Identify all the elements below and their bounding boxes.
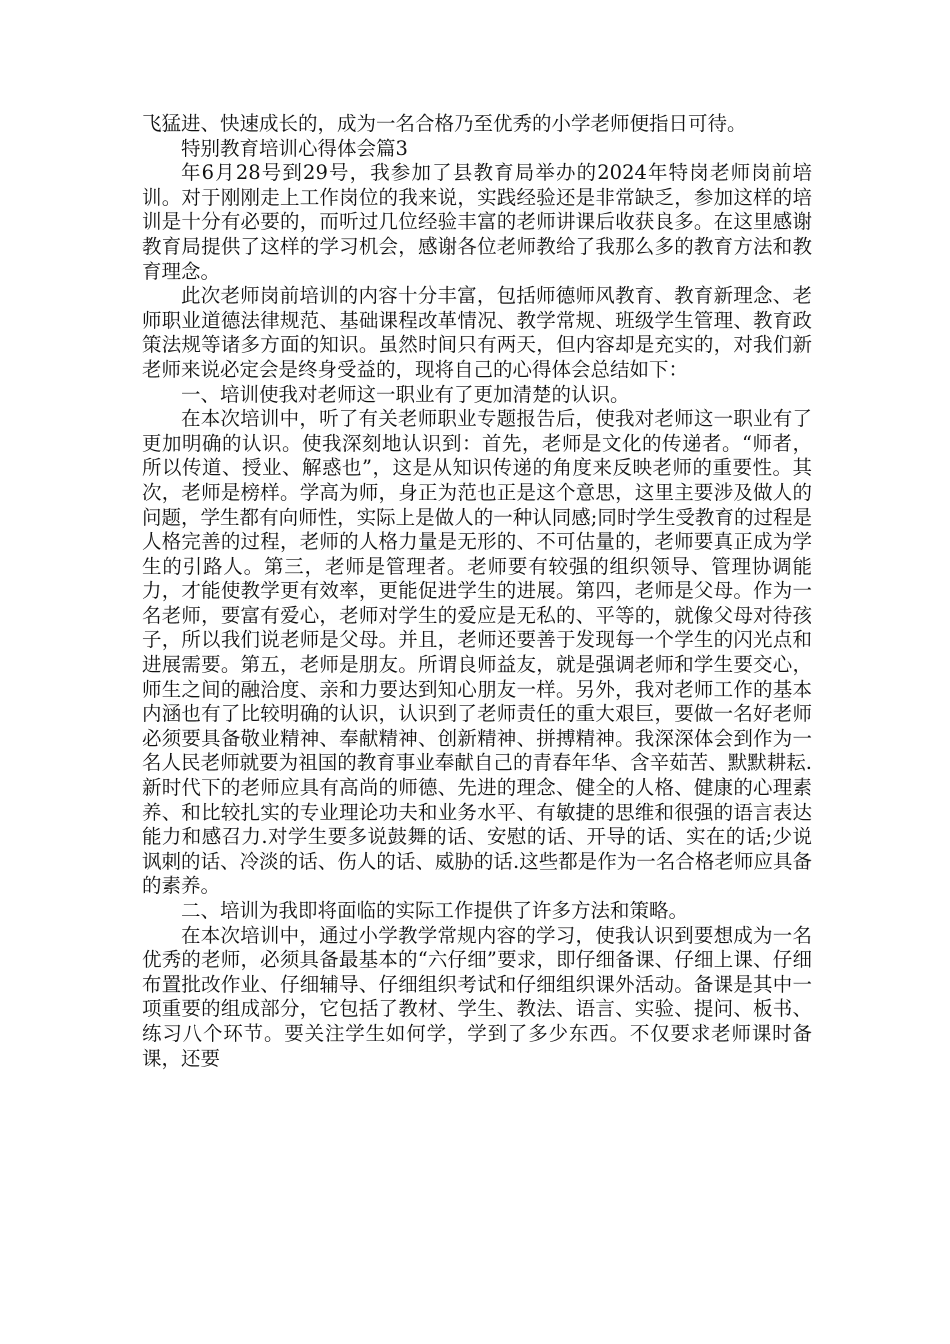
paragraph: 在本次培训中，听了有关老师职业专题报告后，使我对老师这一职业有了更加明确的认识。使我深刻地认识到：首先，老师是文化的传递者。“师者，所以传道、授业、解惑也”，这是从知识传递的角度来反映老师的重要性。其次，老师是榜样。学高为师，身正为范也正是这个意思，这里主要涉及做人的问题，学生都有向师性，实际上是做人的一种认同感;同时学生受教育的过程是人格完善的过程，老师的人格力量是无形的、不可估量的，老师要真正成为学生的引路人。第三，老师是管理者。老师要有较强的组织领导、管理协调能力，才能使教学更有效率，更能促进学生的进展。第四，老师是父母。作为一名老师，要富有爱心，老师对学生的爱应是无私的、平等的，就像父母对待孩子，所以我们说老师是父母。并且，老师还要善于发现每一个学生的闪光点和进展需要。第五，老师是朋友。所谓良师益友，就是强调老师和学生要交心，师生之间的融洽度、亲和力要达到知心朋友一样。另外，我对老师工作的基本内涵也有了比较明确的认识，认识到了老师责任的重大艰巨，要做一名好老师必须要具备敬业精神、奉献精神、创新精神、拼搏精神。我深深体会到作为一名人民老师就要为祖国的教育事业奉献自己的青春年华、含辛茹苦、默默耕耘.新时代下的老师应具有高尚的师德、先进的理念、健全的人格、健康的心理素养、和比较扎实的专业理论功夫和业务水平、有敏捷的思维和很强的语言表达能力和感召力.对学生要多说鼓舞的话、安慰的话、开导的话、实在的话;少说讽刺的话、冷淡的话、伤人的话、威胁的话.这些都是作为一名合格老师应具备的素养。 (142, 407, 812, 898)
section-heading-2: 二、培训为我即将面临的实际工作提供了许多方法和策略。 (181, 899, 689, 922)
document-page (142, 112, 812, 1071)
section-heading-1: 一、培训使我对老师这一职业有了更加清楚的认识。 (181, 382, 630, 406)
section-title: 特别教育培训心得体会篇3 (181, 136, 408, 160)
paragraph: 此次老师岗前培训的内容十分丰富，包括师德师风教育、教育新理念、老师职业道德法律规范、基础课程改革情况、教学常规、班级学生管理、教育政策法规等诸多方面的知识。虽然时间只有两天，但内容却是充实的，对我们新老师来说必定会是终身受益的，现将自己的心得体会总结如下： (142, 284, 812, 381)
paragraph-continuation: 飞猛进、快速成长的，成为一名合格乃至优秀的小学老师便指日可待。 (142, 112, 747, 135)
paragraph: 年6月28号到29号，我参加了县教育局举办的2024年特岗老师岗前培训。对于刚刚走上工作岗位的我来说，实践经验还是非常缺乏，参加这样的培训是十分有必要的，而听过几位经验丰富的老师讲课后收获良多。在这里感谢教育局提供了这样的学习机会，感谢各位老师教给了我那么多的教育方法和教育理念。 (142, 161, 812, 283)
paragraph: 在本次培训中，通过小学教学常规内容的学习，使我认识到要想成为一名优秀的老师，必须具备最基本的“六仔细”要求，即仔细备课、仔细上课、仔细布置批改作业、仔细辅导、仔细组织考试和仔细组织课外活动。备课是其中一项重要的组成部分，它包括了教材、学生、教法、语言、实验、提问、板书、练习八个环节。要关注学生如何学，学到了多少东西。不仅要求老师课时备课，还要 (142, 923, 812, 1070)
